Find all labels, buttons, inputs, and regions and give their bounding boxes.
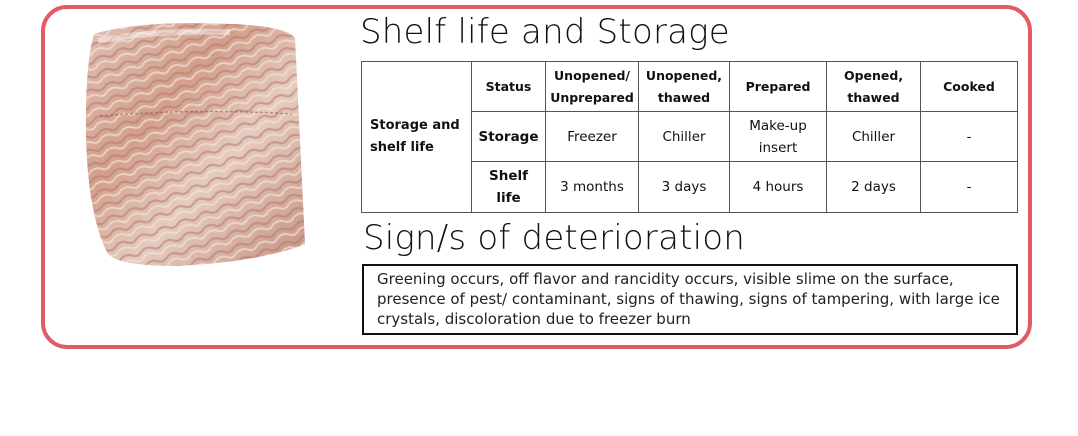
status-header: Status xyxy=(472,62,546,112)
table-cell: - xyxy=(921,162,1018,213)
column-header: Opened, thawed xyxy=(827,62,921,112)
table-cell: 3 days xyxy=(639,162,730,213)
table-cell: Chiller xyxy=(827,112,921,162)
table-cell: 2 days xyxy=(827,162,921,213)
table-cell: Make-up insert xyxy=(730,112,827,162)
table-cell: 4 hours xyxy=(730,162,827,213)
bacon-package-image xyxy=(80,16,320,271)
column-header: Cooked xyxy=(921,62,1018,112)
column-header: Prepared xyxy=(730,62,827,112)
row-header-storage-shelf-life: Storage and shelf life xyxy=(362,62,472,213)
storage-table xyxy=(361,61,1018,213)
table-header-row xyxy=(362,62,1018,112)
column-header: Unopened/ Unprepared xyxy=(546,62,639,112)
table-cell: Freezer xyxy=(546,112,639,162)
table-cell: - xyxy=(921,112,1018,162)
deterioration-description: Greening occurs, off flavor and rancidity occurs, visible slime on the surface, presence of pest/ contaminant, signs of thawing, signs of tampering, with large ice crystals, discoloration due to freezer burn xyxy=(362,264,1018,335)
deterioration-heading: Sign/s of deterioration xyxy=(363,218,746,258)
column-header: Unopened, thawed xyxy=(639,62,730,112)
storage-label: Storage xyxy=(472,112,546,162)
shelf-life-heading: Shelf life and Storage xyxy=(360,12,730,52)
table-cell: Chiller xyxy=(639,112,730,162)
shelf-life-label: Shelf life xyxy=(472,162,546,213)
table-cell: 3 months xyxy=(546,162,639,213)
